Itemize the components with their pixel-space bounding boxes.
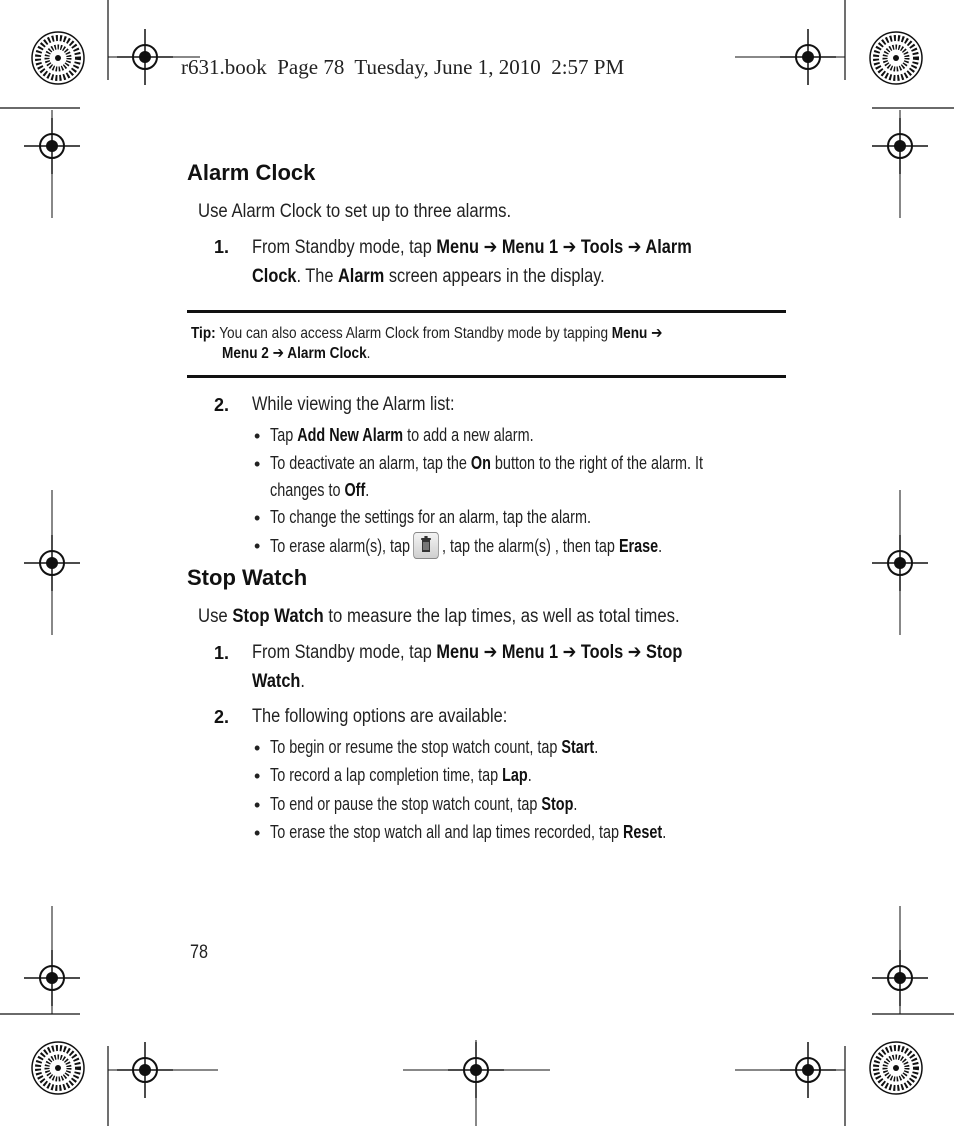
bullet: • — [254, 426, 261, 446]
tip-line-2: Menu 2 ➔ Alarm Clock. — [222, 345, 371, 362]
stopwatch-step-2: The following options are available: — [252, 706, 508, 727]
alarm-bullet-2: To deactivate an alarm, tap the On button to the right of the alarm. It changes to Off. — [270, 453, 704, 500]
step-number: 2. — [214, 707, 230, 727]
erase-button-icon — [413, 532, 439, 559]
trash-can-icon — [414, 533, 438, 558]
bullet: • — [254, 795, 261, 815]
step-number: 2. — [214, 395, 230, 415]
stopwatch-step-1: From Standby mode, tap Menu ➔ Menu 1 ➔ Tools ➔ Stop Watch. — [252, 642, 683, 692]
step-number: 1. — [214, 643, 230, 663]
stopwatch-bullet-2: To record a lap completion time, tap Lap. — [270, 765, 532, 785]
stopwatch-bullet-3: To end or pause the stop watch count, tap Stop. — [270, 794, 578, 814]
alarm-bullet-3: To change the settings for an alarm, tap the alarm. — [270, 507, 591, 527]
tip-line-1: Tip: You can also access Alarm Clock from Standby mode by tapping Menu ➔ — [191, 325, 663, 342]
page-number: 78 — [190, 942, 208, 963]
alarm-bullet-4: To erase alarm(s), tap , tap the alarm(s) , then tap Erase. — [270, 532, 734, 560]
alarm-clock-intro: Use Alarm Clock to set up to three alarms. — [198, 201, 512, 222]
alarm-step-2: While viewing the Alarm list: — [252, 394, 455, 415]
stopwatch-bullet-4: To erase the stop watch all and lap times recorded, tap Reset. — [270, 822, 667, 842]
bullet: • — [254, 823, 261, 843]
bullet: • — [254, 738, 261, 758]
section-title-alarm-clock: Alarm Clock — [187, 160, 316, 185]
bullet: • — [254, 766, 261, 786]
stopwatch-bullet-1: To begin or resume the stop watch count, tap Start. — [270, 737, 599, 757]
bullet: • — [254, 454, 261, 474]
print-header: r631.book Page 78 Tuesday, June 1, 2010 2:57 PM — [181, 55, 625, 79]
stop-watch-intro: Use Stop Watch to measure the lap times, as well as total times. — [198, 606, 680, 627]
alarm-bullet-1: Tap Add New Alarm to add a new alarm. — [270, 425, 534, 445]
alarm-step-1: From Standby mode, tap Menu ➔ Menu 1 ➔ Tools ➔ Alarm Clock. The Alarm screen appears in the display. — [252, 237, 692, 287]
bullet: • — [254, 508, 261, 528]
section-title-stop-watch: Stop Watch — [187, 565, 308, 590]
bullet: • — [254, 536, 261, 556]
step-number: 1. — [214, 237, 230, 257]
